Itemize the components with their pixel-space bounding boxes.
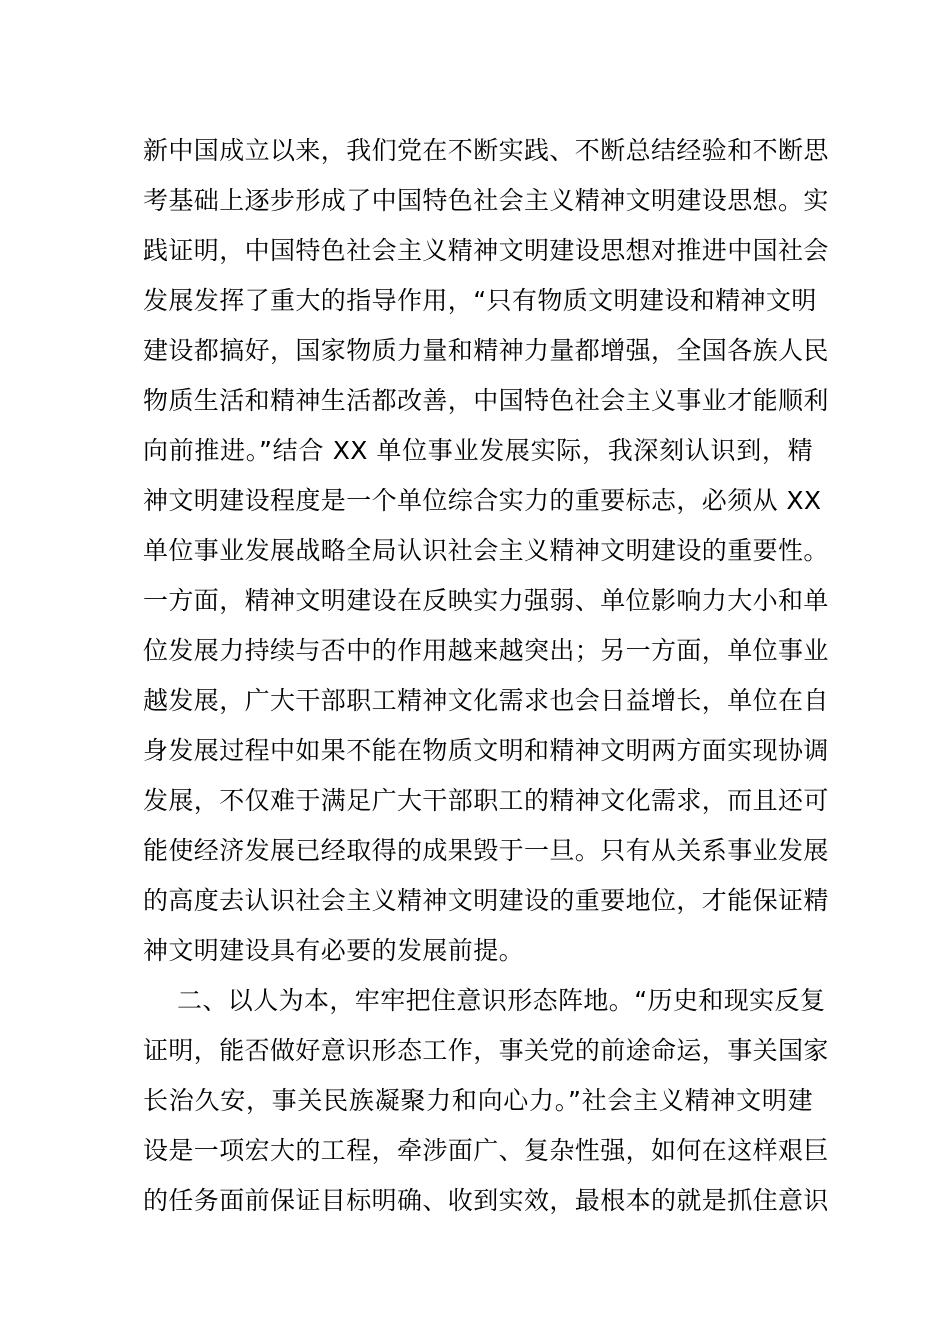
text-line: 神文明建设程度是一个单位综合实力的重要标志，必须从 XX [143,486,822,515]
text-line: 发展，不仅难于满足广大干部职工的精神文化需求，而且还可 [143,786,829,815]
text-line: 神文明建设具有必要的发展前提。 [143,936,525,965]
text-line: 物质生活和精神生活都改善，中国特色社会主义事业才能顺利 [143,386,829,415]
text-line: 一方面，精神文明建设在反映实力强弱、单位影响力大小和单 [143,586,829,615]
text-line: 新中国成立以来，我们党在不断实践、不断总结经验和不断思 [143,136,829,165]
text-line: 身发展过程中如果不能在物质文明和精神文明两方面实现协调 [143,736,829,765]
text-line: 发展发挥了重大的指导作用，“只有物质文明建设和精神文明 [143,286,817,315]
text-line: 位发展力持续与否中的作用越来越突出；另一方面，单位事业 [143,636,829,665]
text-line: 设是一项宏大的工程，牵涉面广、复杂性强，如何在这样艰巨 [143,1136,829,1165]
text-line: 越发展，广大干部职工精神文化需求也会日益增长，单位在自 [143,686,829,715]
text-line: 向前推进。”结合 XX 单位事业发展实际，我深刻认识到，精 [143,436,813,465]
text-line: 能使经济发展已经取得的成果毁于一旦。只有从关系事业发展 [143,836,829,865]
text-line: 的任务面前保证目标明确、收到实效，最根本的就是抓住意识 [143,1186,829,1215]
text-line: 践证明，中国特色社会主义精神文明建设思想对推进中国社会 [143,236,829,265]
section-heading-line: 二、以人为本，牢牢把住意识形态阵地。“历史和现实反复 [177,986,826,1015]
text-line: 建设都搞好，国家物质力量和精神力量都增强，全国各族人民 [143,336,829,365]
text-line: 考基础上逐步形成了中国特色社会主义精神文明建设思想。实 [143,186,829,215]
text-line: 证明，能否做好意识形态工作，事关党的前途命运，事关国家 [143,1036,829,1065]
text-line: 的高度去认识社会主义精神文明建设的重要地位，才能保证精 [143,886,829,915]
text-line: 单位事业发展战略全局认识社会主义精神文明建设的重要性。 [143,536,829,565]
text-line: 长治久安，事关民族凝聚力和向心力。”社会主义精神文明建 [143,1086,813,1115]
body-text [143,126,829,1226]
